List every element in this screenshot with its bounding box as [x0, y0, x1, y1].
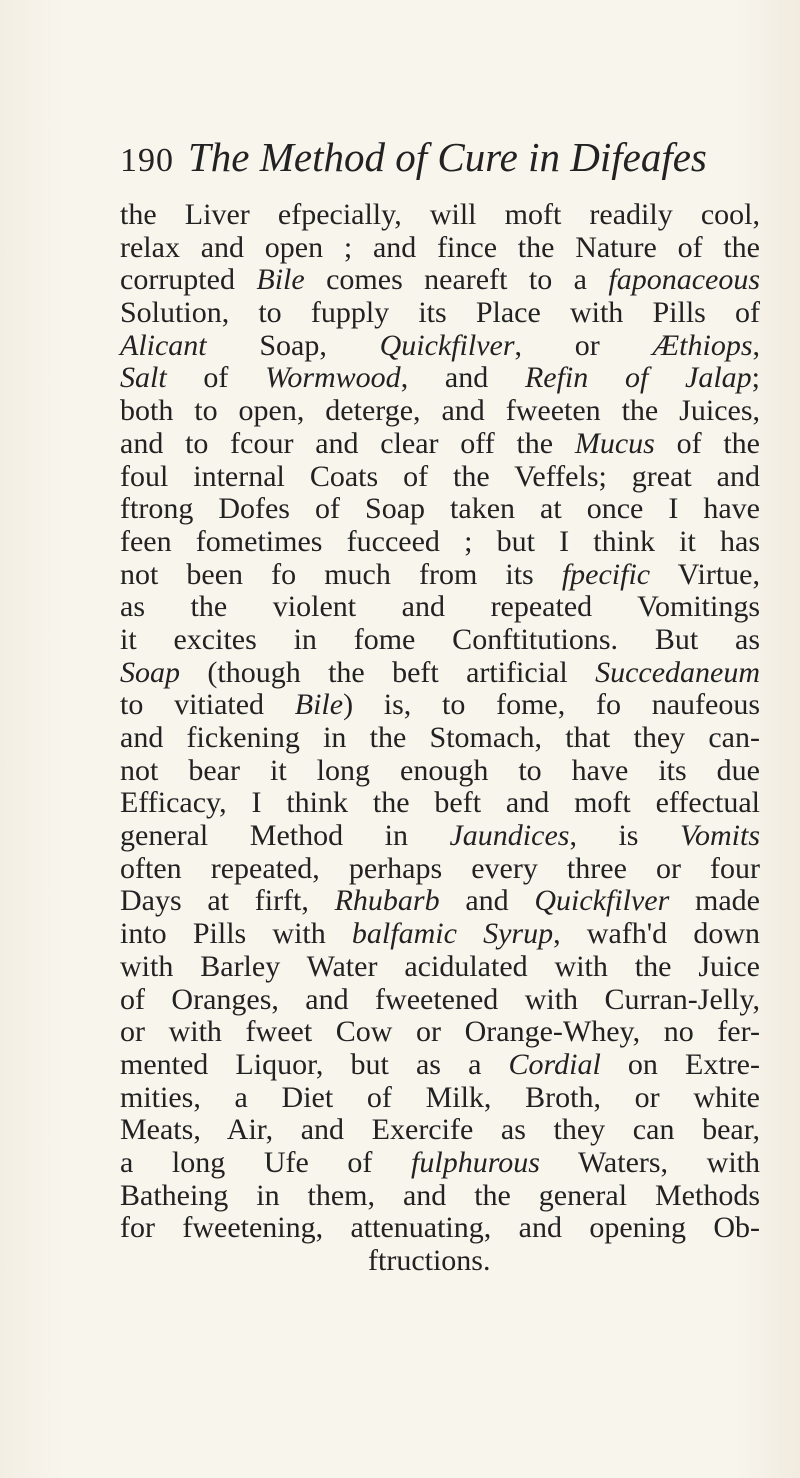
- italic-text: Wormwood: [265, 361, 401, 395]
- text-line: [120, 526, 760, 559]
- text-segment: corrupted: [120, 263, 257, 297]
- text-line: [120, 624, 760, 657]
- text-segment: Waters, with: [539, 1145, 760, 1179]
- text-segment: of the: [654, 426, 760, 460]
- text-segment: and: [439, 884, 535, 918]
- text-segment: foul internal Coats of the Veffels; great and: [120, 459, 760, 493]
- text-line: [120, 1212, 760, 1245]
- text-line: [120, 951, 760, 984]
- text-line: [120, 689, 760, 722]
- text-segment: mented Liquor, but as a: [120, 1047, 509, 1081]
- italic-text: Jaundices: [449, 819, 570, 853]
- italic-text: Bile: [294, 688, 344, 722]
- text-line: [120, 1245, 760, 1278]
- italic-text: Æthiops: [652, 328, 753, 362]
- text-segment: Virtue,: [650, 557, 760, 591]
- italic-text: Bile: [256, 263, 305, 297]
- text-segment: for fweetening, attenuating, and opening Ob-: [120, 1211, 760, 1245]
- italic-text: Quickfilver: [534, 884, 670, 918]
- text-line: [120, 918, 760, 951]
- text-segment: made: [669, 884, 760, 918]
- italic-text: fpecific: [561, 557, 651, 591]
- text-segment: ,: [752, 328, 760, 362]
- text-line: [120, 559, 760, 592]
- text-segment: not bear it long enough to have its due: [120, 753, 760, 787]
- text-line: [120, 1016, 760, 1049]
- text-segment: it excites in fome Conftitutions. But as: [120, 622, 760, 656]
- text-segment: of Oranges, and fweetened with Curran-Jelly,: [120, 982, 760, 1016]
- text-segment: mities, a Diet of Milk, Broth, or white: [120, 1080, 760, 1114]
- text-segment: and fickening in the Stomach, that they can-: [120, 721, 760, 754]
- text-line: [120, 722, 760, 755]
- text-line: [120, 1147, 760, 1180]
- text-segment: a long Ufe of: [120, 1145, 412, 1179]
- page-header: [120, 133, 740, 189]
- text-line: [120, 232, 760, 265]
- text-segment: and to fcour and clear off the: [120, 426, 575, 460]
- text-segment: , or: [514, 328, 653, 362]
- text-segment: Solution, to fupply its Place with Pills of: [120, 296, 760, 330]
- text-segment: Meats, Air, and Exercife as they can bear,: [120, 1113, 760, 1147]
- text-segment: relax and open ; and fince the Nature of the: [120, 230, 760, 264]
- text-segment: Efficacy, I think the beft and moft effectual: [120, 786, 760, 820]
- text-segment: feen fometimes fucceed ; but I think it has: [120, 524, 760, 558]
- italic-text: Vomits: [680, 819, 761, 853]
- text-line: [120, 1049, 760, 1082]
- page-number: 190: [120, 142, 174, 179]
- text-segment: Soap,: [206, 328, 380, 362]
- text-segment: as the violent and repeated Vomitings: [120, 590, 760, 624]
- text-line: [120, 755, 760, 788]
- text-segment: ) is, to fome, fo naufeous: [343, 688, 760, 722]
- text-line: [120, 264, 760, 297]
- text-line: [120, 428, 760, 461]
- text-segment: ftrong Dofes of Soap taken at once I have: [120, 492, 760, 526]
- italic-text: Soap: [120, 655, 180, 689]
- text-segment: not been fo much from its: [120, 557, 562, 591]
- text-segment: comes neareft to a: [304, 263, 609, 297]
- italic-text: Alicant: [120, 328, 207, 362]
- text-segment: (though the beft artificial: [180, 655, 596, 689]
- text-segment: both to open, deterge, and fweeten the Juices,: [120, 394, 760, 428]
- text-segment: ftructions.: [368, 1244, 491, 1277]
- text-line: [120, 591, 760, 624]
- italic-text: Quickfilver: [379, 328, 515, 362]
- text-line: [120, 787, 760, 820]
- running-title: The Method of Cure in Difeafes: [188, 134, 707, 180]
- text-line: [120, 1180, 760, 1213]
- text-line: [120, 1114, 760, 1147]
- text-segment: into Pills with: [120, 917, 352, 951]
- text-segment: ;: [751, 361, 760, 395]
- text-line: [120, 461, 760, 494]
- text-segment: with Barley Water acidulated with the Juice: [120, 949, 760, 983]
- text-line: [120, 395, 760, 428]
- text-segment: general Method in: [120, 819, 450, 853]
- text-line: [120, 297, 760, 330]
- italic-text: Mucus: [574, 426, 655, 460]
- text-segment: Batheing in them, and the general Methods: [120, 1178, 760, 1212]
- italic-text: Succedaneum: [595, 655, 760, 689]
- italic-text: Refin of Jalap: [524, 361, 752, 395]
- text-segment: , and: [400, 361, 525, 395]
- italic-text: fulphurous: [411, 1145, 540, 1179]
- text-line: [120, 820, 760, 853]
- text-segment: on Extre-: [600, 1047, 760, 1081]
- text-line: [120, 330, 760, 363]
- text-segment: , is: [569, 819, 680, 853]
- text-line: [120, 199, 760, 232]
- text-line: [120, 984, 760, 1017]
- italic-text: Rhubarb: [334, 884, 440, 918]
- text-line: [120, 1082, 760, 1115]
- text-segment: to vitiated: [120, 688, 295, 722]
- body-text: [120, 199, 760, 1278]
- text-segment: Days at firft,: [120, 884, 335, 918]
- italic-text: balfamic Syrup: [351, 917, 554, 951]
- text-line: [120, 362, 760, 395]
- text-segment: , wafh'd down: [553, 917, 760, 951]
- italic-text: Salt: [120, 361, 167, 395]
- text-segment: the Liver efpecially, will moft readily cool,: [120, 198, 760, 231]
- text-segment: of: [166, 361, 266, 395]
- text-line: [120, 657, 760, 690]
- text-segment: often repeated, perhaps every three or four: [120, 851, 760, 885]
- italic-text: faponaceous: [608, 263, 760, 297]
- text-line: [120, 493, 760, 526]
- italic-text: Cordial: [508, 1047, 601, 1081]
- text-line: [120, 853, 760, 886]
- text-segment: or with fweet Cow or Orange-Whey, no fer-: [120, 1015, 760, 1049]
- text-line: [120, 885, 760, 918]
